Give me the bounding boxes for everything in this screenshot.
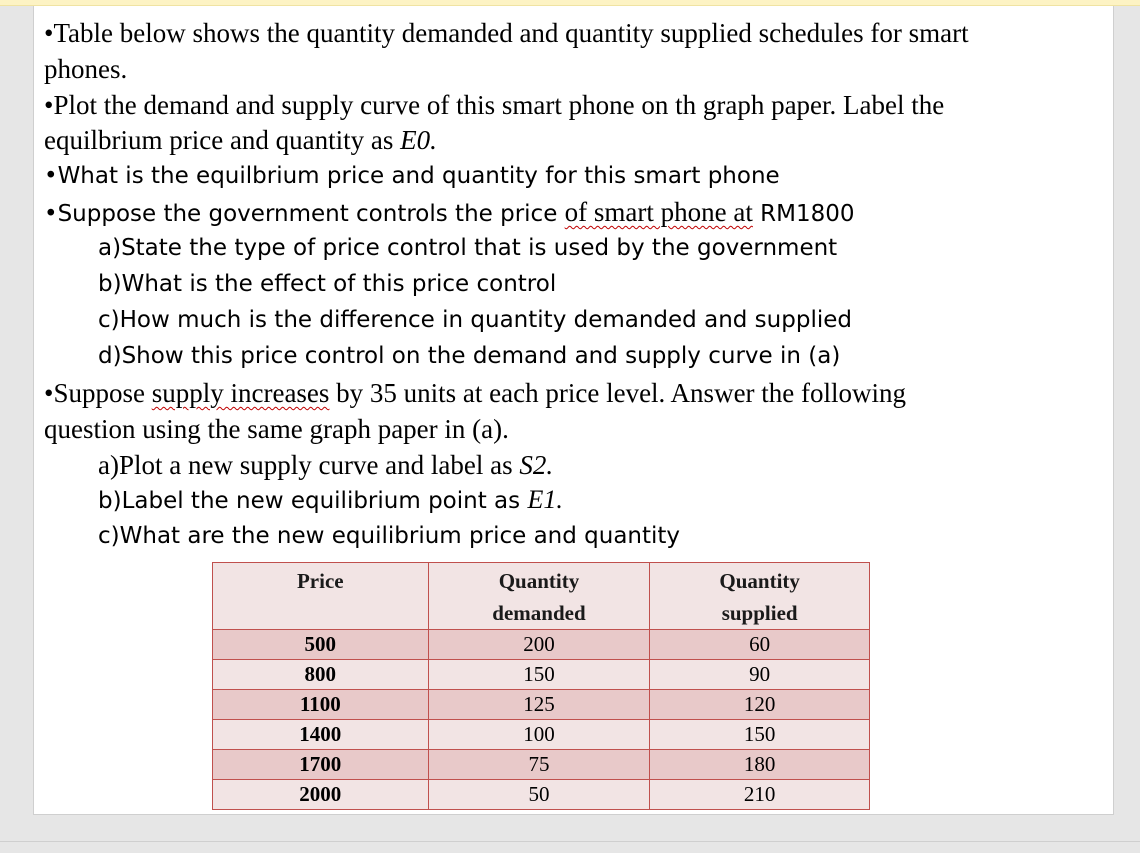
- e1-label: E1.: [527, 485, 563, 514]
- schedule-table[interactable]: [212, 562, 870, 810]
- bullet-4-d: d)Show this price control on the demand and supply curve in (a): [98, 343, 841, 369]
- table-row: [213, 720, 870, 750]
- supply-cell: 60: [650, 630, 870, 660]
- spellcheck-phrase[interactable]: of smart phone at: [564, 197, 753, 227]
- demand-cell: 100: [428, 720, 650, 750]
- s2-label: S2.: [519, 450, 554, 480]
- bullet-4: [44, 194, 855, 230]
- price-cell: 1400: [213, 720, 429, 750]
- price-cell: 2000: [213, 780, 429, 810]
- bullet-1-line-1: •Table below shows the quantity demanded and quantity supplied schedules for smart: [44, 18, 969, 48]
- table-row: [213, 660, 870, 690]
- price-cell: 800: [213, 660, 429, 690]
- bullet-4-c: c)How much is the difference in quantity demanded and supplied: [98, 307, 852, 333]
- price-cell: 1100: [213, 690, 429, 720]
- demand-cell: 125: [428, 690, 650, 720]
- bullet-2-line-1: •Plot the demand and supply curve of this smart phone on th graph paper. Label the: [44, 90, 945, 120]
- bullet-2-line-2: [44, 122, 437, 158]
- bullet-2-text: equilbrium price and quantity as: [44, 125, 401, 155]
- spellcheck-phrase-2[interactable]: supply increases: [151, 378, 330, 408]
- demand-cell: 200: [428, 630, 650, 660]
- price-cell: 1700: [213, 750, 429, 780]
- header-quantity-demanded: Quantity demanded: [428, 563, 650, 630]
- table-row: [213, 780, 870, 810]
- bullet-4-pre: •Suppose the government controls the price: [44, 201, 565, 227]
- bullet-4-post: RM1800: [752, 201, 855, 227]
- bullet-1-line-2: phones.: [44, 54, 128, 84]
- table-row: [213, 750, 870, 780]
- demand-cell: 150: [428, 660, 650, 690]
- header-price: Price: [213, 563, 429, 630]
- price-cell: 500: [213, 630, 429, 660]
- bullet-5-pre: •Suppose: [44, 378, 152, 408]
- bullet-5-b-text: b)Label the new equilibrium point as: [98, 488, 528, 514]
- bullet-5-line-1: [44, 375, 906, 411]
- bullet-3: •What is the equilbrium price and quantity for this smart phone: [44, 163, 780, 189]
- supply-cell: 120: [650, 690, 870, 720]
- table-row: [213, 690, 870, 720]
- bullet-4-b: b)What is the effect of this price control: [98, 271, 557, 297]
- bullet-5-a: [98, 447, 553, 483]
- supply-cell: 90: [650, 660, 870, 690]
- bullet-5-post: by 35 units at each price level. Answer the following: [329, 378, 907, 408]
- supply-cell: 210: [650, 780, 870, 810]
- bullet-5-b: [98, 482, 563, 518]
- demand-cell: 50: [428, 780, 650, 810]
- supply-cell: 180: [650, 750, 870, 780]
- e0-label: E0.: [400, 125, 437, 155]
- bullet-5-line-2: question using the same graph paper in (a).: [44, 414, 509, 444]
- status-divider: [0, 841, 1140, 842]
- table-row: [213, 630, 870, 660]
- table-header-row: [213, 563, 870, 630]
- supply-cell: 150: [650, 720, 870, 750]
- header-quantity-supplied: Quantity supplied: [650, 563, 870, 630]
- bullet-4-a: a)State the type of price control that is used by the government: [98, 235, 838, 261]
- bullet-5-c: c)What are the new equilibrium price and quantity: [98, 523, 681, 549]
- demand-cell: 75: [428, 750, 650, 780]
- bullet-5-a-text: a)Plot a new supply curve and label as: [98, 450, 520, 480]
